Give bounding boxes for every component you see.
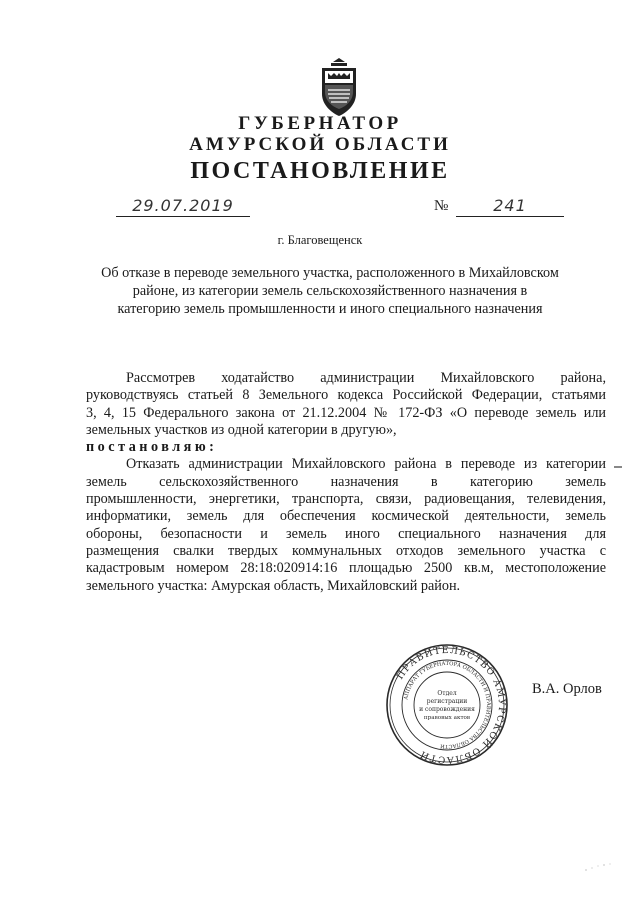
authority-title: ГУБЕРНАТОР: [238, 113, 402, 134]
body-line: руководствуясь статьей 8 Земельного кодекса Российской Федерации, статьями: [86, 387, 606, 404]
stamp-center-line: регистрации: [426, 698, 468, 705]
subject-line: районе, из категории земель сельскохозяйственного назначения в: [132, 283, 528, 299]
city: г. Благовещенск: [277, 233, 363, 247]
document-type-title: ПОСТАНОВЛЕНИЕ: [190, 158, 450, 184]
body-line: земельного участка: Амурская область, Михайловский район.: [86, 577, 461, 594]
document-number: 241: [456, 196, 564, 217]
stamp-inner-text: АППАРАТ ГУБЕРНАТОРА ОБЛАСТИ И ПРАВИТЕЛЬСТВА ОБЛАСТИ: [403, 660, 492, 750]
document-date: 29.07.2019: [116, 196, 250, 217]
body-line: кадастровым номером 28:18:020914:16 площадью 2500 кв.м, местоположение: [86, 560, 606, 577]
body-line: обороны, безопасности и земель иного специального назначения для: [86, 525, 606, 542]
subject-line: категорию земель промышленности и иного специального назначения: [117, 301, 543, 317]
stamp-center-line: и сопровождения: [419, 706, 475, 713]
document-subject: [80, 264, 580, 318]
subject-line: Об отказе в переводе земельного участка, расположенного в Михайловском: [101, 265, 559, 281]
svg-text:АППАРАТ ГУБЕРНАТОРА ОБЛАСТИ И: [403, 661, 491, 749]
body-line: информатики, земель для обеспечения космической деятельности, земель: [86, 508, 606, 525]
body-line: земель сельскохозяйственного назначения в категорию земель: [86, 473, 606, 490]
body-line: промышленности, энергетики, транспорта, связи, радиовещания, телевидения,: [86, 491, 606, 508]
document-body: [86, 370, 606, 595]
decree-word: постановляю:: [86, 439, 218, 456]
margin-mark: [614, 466, 622, 468]
stamp-center-line: правовых актов: [423, 715, 471, 721]
number-sign: №: [434, 198, 449, 214]
body-line: 3, 4, 15 Федерального закона от 21.12.2004 № 172-ФЗ «О переводе земель или: [86, 404, 606, 421]
body-line: размещения свалки твердых коммунальных отходов земельного участка с: [86, 542, 606, 559]
stamp-center-line: Отдел: [437, 690, 457, 697]
scan-noise: [584, 862, 614, 872]
body-line: земельных участков из одной категории в другую»,: [86, 421, 397, 438]
body-line: Отказать администрации Михайловского района в переводе из категории: [126, 456, 606, 473]
body-line: Рассмотрев ходатайство администрации Михайловского района,: [126, 370, 606, 386]
region-title: АМУРСКОЙ ОБЛАСТИ: [189, 134, 451, 155]
coat-of-arms-icon: [316, 56, 362, 118]
stamp-outer-text: ПРАВИТЕЛЬСТВО АМУРСКОЙ ОБЛАСТИ: [394, 644, 508, 766]
official-stamp: [385, 643, 509, 767]
signatory-name: В.А. Орлов: [532, 681, 602, 697]
